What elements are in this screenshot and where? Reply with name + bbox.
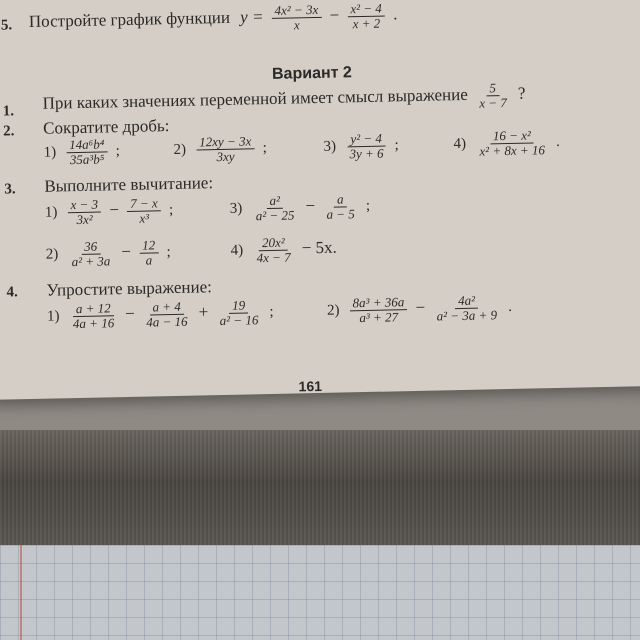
- denominator: 3x²: [76, 211, 93, 227]
- numerator: x² − 4: [347, 2, 385, 17]
- fraction: [346, 132, 387, 161]
- task-number: 4.: [6, 284, 18, 301]
- notebook-grid-paper: [0, 545, 640, 640]
- numerator: y² − 4: [347, 132, 385, 147]
- operator: −: [415, 297, 426, 317]
- denominator: x − 7: [479, 94, 507, 111]
- numerator: a + 4: [149, 300, 184, 315]
- numerator: 12xy − 3x: [196, 134, 254, 150]
- fraction: [349, 295, 407, 324]
- item-label: 3): [323, 138, 337, 155]
- numerator: 19: [229, 298, 248, 313]
- task-3-item-1: [45, 196, 174, 227]
- task-2-item-4: [453, 128, 560, 158]
- denominator: x³: [139, 210, 150, 226]
- punctuation: ?: [517, 83, 526, 103]
- item-label: 4): [230, 242, 244, 259]
- item-label: 1): [44, 204, 58, 221]
- task-2-item-3: [323, 131, 399, 161]
- task-4-item-1: [47, 298, 274, 331]
- denominator: x: [293, 16, 300, 33]
- item-label: 4): [453, 135, 467, 153]
- fraction: [127, 196, 161, 225]
- operator: −: [121, 241, 132, 262]
- denominator: x + 2: [352, 15, 381, 31]
- denominator: a: [145, 252, 153, 268]
- punctuation: ;: [365, 197, 371, 215]
- task-number: 1.: [2, 103, 15, 120]
- punctuation: ;: [168, 202, 174, 219]
- denominator: 4a + 16: [72, 314, 115, 331]
- punctuation: ;: [262, 140, 268, 157]
- denominator: 4x − 7: [256, 249, 291, 265]
- numerator: 16 − x²: [490, 128, 534, 144]
- numerator: 4x² − 3x: [271, 3, 321, 19]
- punctuation: ;: [394, 137, 399, 154]
- numerator: 4a²: [455, 294, 478, 309]
- punctuation: ;: [269, 303, 274, 321]
- denominator: a − 5: [326, 205, 355, 222]
- expression-tail: − 5x.: [301, 237, 338, 258]
- task-number: 3.: [4, 181, 16, 198]
- fraction: [476, 81, 510, 110]
- item-label: 2): [326, 302, 340, 319]
- operator: −: [329, 5, 340, 25]
- task-number: 5.: [0, 17, 13, 34]
- operator: −: [125, 303, 136, 324]
- fraction: [347, 2, 385, 31]
- variant-title: Вариант 2: [271, 64, 353, 83]
- punctuation: .: [508, 298, 513, 316]
- task-4-item-2: [327, 293, 513, 325]
- punctuation: .: [392, 4, 398, 24]
- fraction: [433, 293, 500, 323]
- numerator: a + 12: [73, 301, 114, 316]
- punctuation: ;: [166, 244, 171, 261]
- item-label: 2): [45, 246, 59, 263]
- fraction: [253, 235, 294, 264]
- task-5-line: [29, 1, 398, 37]
- fraction: [196, 134, 255, 163]
- y-equals: y =: [239, 7, 264, 27]
- item-label: 1): [43, 144, 57, 161]
- task-3-item-2: [45, 238, 171, 269]
- fraction: [70, 301, 118, 330]
- denominator: a³ + 27: [359, 308, 399, 325]
- denominator: a² − 16: [219, 311, 259, 328]
- task-3-item-3: [230, 192, 371, 223]
- denominator: x² + 8x + 16: [479, 141, 546, 159]
- task-text: Выполните вычитание:: [44, 173, 214, 196]
- task-2-item-1: [43, 137, 120, 167]
- fraction: [252, 193, 297, 222]
- denominator: 3y + 6: [349, 145, 384, 161]
- task-text: Постройте график функции: [28, 7, 231, 32]
- item-label: 3): [229, 200, 243, 217]
- fraction: [67, 198, 101, 227]
- task-text: Сократите дробь:: [42, 116, 170, 138]
- punctuation: .: [555, 133, 560, 151]
- numerator: 36: [81, 240, 100, 255]
- book-cover-edge: [0, 430, 640, 560]
- page-number: 161: [298, 377, 323, 395]
- fraction: [68, 239, 113, 268]
- task-text: Упростите выражение:: [46, 277, 213, 300]
- numerator: 14a⁶b⁴: [66, 137, 107, 152]
- task-1-line: [42, 81, 525, 119]
- denominator: 35a³b⁵: [69, 151, 105, 167]
- numerator: 12: [139, 238, 158, 253]
- cover-texture: [0, 430, 640, 560]
- numerator: 7 − x: [127, 196, 161, 211]
- fraction: [216, 298, 261, 327]
- numerator: x − 3: [67, 198, 101, 213]
- numerator: a: [334, 192, 347, 207]
- denominator: 3xy: [216, 148, 235, 164]
- denominator: a² − 25: [255, 207, 295, 223]
- fraction: [271, 3, 321, 32]
- task-text: При каких значениях переменной имеет смысл выражение: [42, 84, 468, 113]
- denominator: a² + 3a: [71, 252, 111, 269]
- operator: −: [109, 200, 120, 220]
- fraction: [66, 137, 108, 166]
- item-label: 1): [46, 308, 60, 325]
- operator: +: [198, 302, 209, 322]
- fraction: [476, 128, 548, 158]
- task-3-item-4: [230, 235, 337, 265]
- notebook-margin-line: [20, 545, 22, 640]
- denominator: 4a − 16: [146, 313, 188, 330]
- fraction: [139, 238, 159, 267]
- numerator: 8a³ + 36a: [349, 295, 407, 311]
- denominator: a² − 3a + 9: [436, 306, 498, 324]
- task-2-item-2: [173, 134, 267, 164]
- numerator: 20x²: [259, 236, 288, 251]
- punctuation: ;: [115, 143, 121, 160]
- fraction: [323, 192, 358, 221]
- item-label: 2): [173, 141, 187, 159]
- operator: −: [305, 196, 316, 216]
- fraction: [143, 300, 191, 329]
- numerator: a²: [266, 194, 283, 209]
- task-number: 2.: [3, 123, 15, 140]
- numerator: 5: [486, 81, 499, 96]
